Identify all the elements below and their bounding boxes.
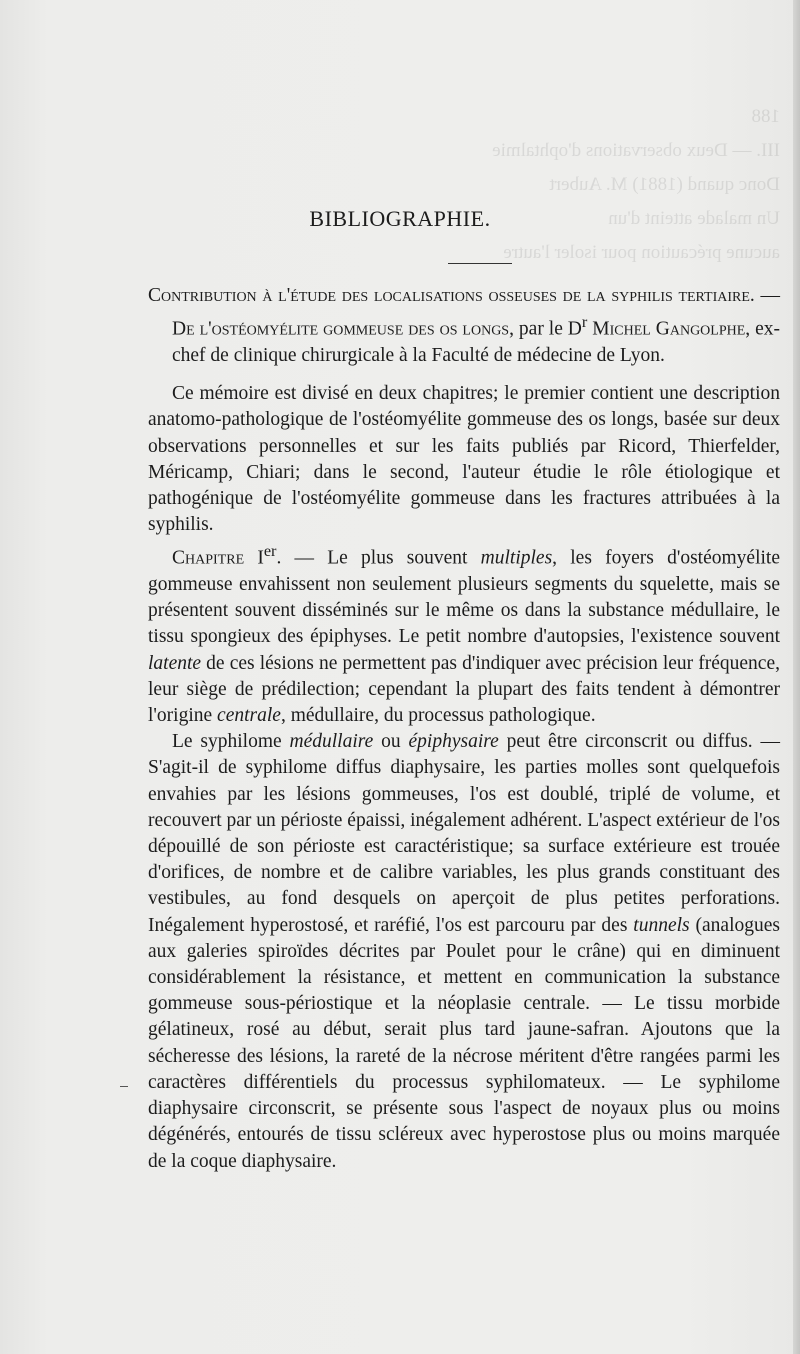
paragraph-3 (148, 729, 780, 1174)
p2-text: , les foyers d'ostéomyélite gommeuse envahissent non seulement plusieurs segments du squelette, mais se présentent souvent disséminés sur le même os dans la substance médullaire, le tissu spongieux des épiphyses. Le petit nombre d'autopsies, l'existence souvent (148, 547, 780, 648)
p2-italic: centrale (217, 705, 281, 727)
p2-text: de ces lésions ne permettent pas d'indiquer avec précision leur fréquence, leur siège de prédilection; cependant la plupart des faits tendent à démontrer l'origine (148, 652, 780, 727)
bleed-line: Un malade atteint d'un (608, 208, 780, 229)
p2-italic: multiples (480, 547, 553, 569)
p2-text: , médullaire, du processus pathologique. (280, 705, 596, 727)
entry-author-prefix: par le D (513, 318, 582, 340)
bleed-line: aucune précaution pour isoler l'autre (503, 242, 780, 263)
entry-author-name: Michel Gangolphe (592, 318, 746, 340)
page-edge-shadow (793, 0, 800, 1354)
paragraph-1: Ce mémoire est divisé en deux chapitres; le premier contient une description anatomo-pathologique de l'ostéomyélite gommeuse des os longs, basée sur deux observations personnelles et sur les faits publiés par Ricord, Thierfelder, Méricamp, Chiari; dans le second, l'auteur étudie le rôle étiologique et pathogénique de l'ostéomyélite gommeuse dans les fractures attribuées à la syphilis. (148, 383, 780, 536)
section-heading: BIBLIOGRAPHIE. (309, 206, 491, 231)
chapter-label: Chapitre I (172, 547, 264, 569)
margin-mark (120, 1086, 128, 1087)
p2-italic: latente (148, 652, 202, 674)
p3-italic: médullaire (289, 731, 374, 753)
bibliography-entry (148, 283, 780, 369)
p3-text: peut être circonscrit ou diffus. — S'agit-il de syphilome diffus diaphysaire, les parties molles sont quelquefois envahies par les lésions gommeuses, l'os est doublé, triplé de volume, et recouvert par un périoste épaissi, inégalement adhérent. L'aspect extérieur de l'os dépouillé de son périoste est caractéristique; sa surface extérieure est trouée d'orifices, de nombre et de calibre variables, les plus grands constituant des vestibules, au fond desquels on aperçoit de plus petites perforations. Inégalement hyperostosé, et raréfié, l'os est parcouru par des (148, 731, 781, 936)
bleed-line: III. — Deux observations d'ophtalmie (492, 140, 780, 161)
entry-title: Contribution à l'étude des localisations osseuses de la syphilis tertiaire. — De l'ostéomyélite gommeuse des os longs, (148, 285, 780, 340)
paragraph-2 (148, 538, 780, 729)
p3-italic: tunnels (633, 914, 690, 936)
heading-divider (448, 263, 512, 264)
p2-text: . — Le plus souvent (276, 547, 481, 569)
p3-italic: épiphysaire (408, 731, 499, 753)
bleed-line: Donc quand (1881) M. Aubert (549, 174, 780, 195)
body-text (148, 283, 780, 1175)
chapter-sup: er (263, 542, 277, 561)
p3-text: (analogues aux galeries spiroïdes décrites par Poulet pour le crâne) qui en diminuent considérablement la résistance, et mettent en communication la substance gommeuse sous-périostique et la néoplasie centrale. — Le tissu morbide gélatineux, rosé au début, serait plus tard jaune-safran. Ajoutons que la sécheresse des lésions, la rareté de la nécrose méritent d'être rangées parmi les caractères différentiels du processus syphilomateux. — Le syphilome diaphysaire circonscrit, se présente sous l'aspect de noyaux plus ou moins dégénérés, entourés de tissu scléreux avec hyperostose plus ou moins marquée de la coque diaphysaire. (148, 914, 780, 1172)
p3-text: ou (373, 731, 409, 753)
bleed-line: 188 (751, 106, 780, 127)
entry-author-suffix: , ex-chef de clinique chirurgicale à la Faculté de médecine de Lyon. (172, 318, 781, 366)
entry-author-sup: r (581, 313, 588, 332)
p3-text: Le syphilome (172, 731, 290, 753)
